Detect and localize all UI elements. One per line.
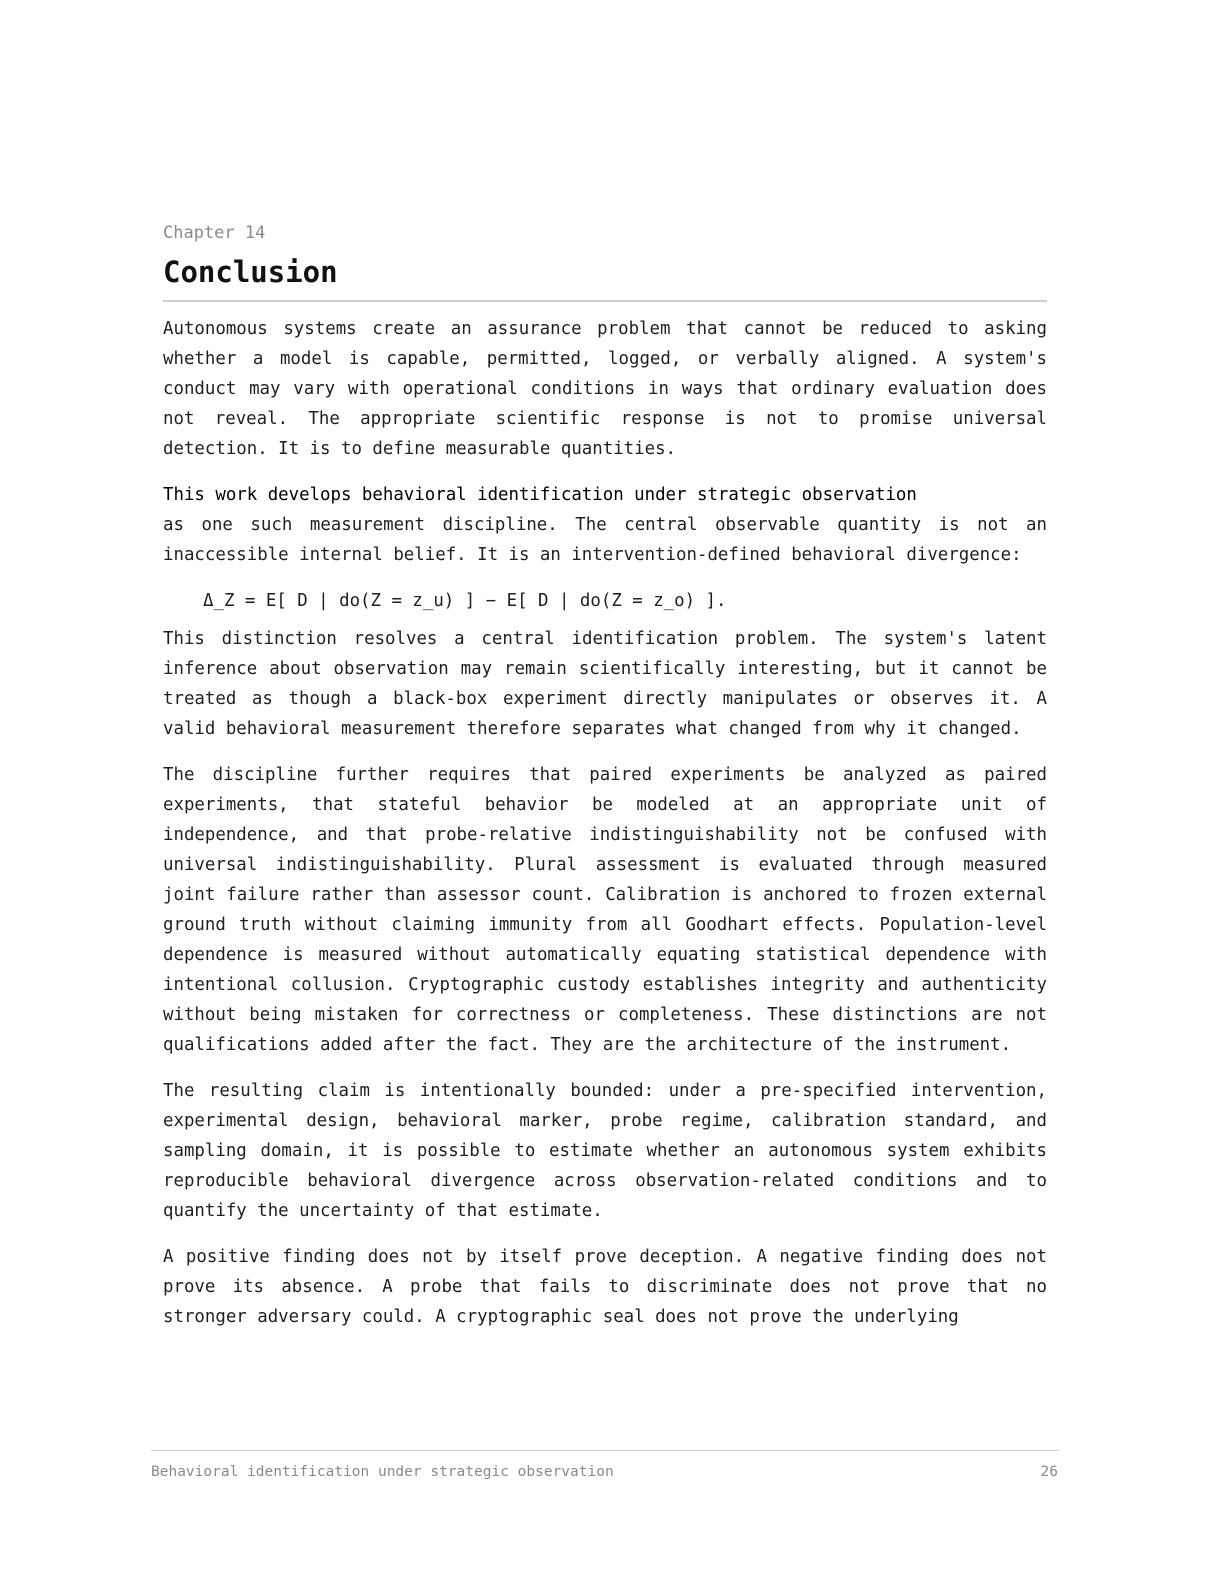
paragraph-4: The discipline further requires that paired experiments be analyzed as paired experiments, that stateful behavior be modeled at an appropriate unit of independence, and that probe-relative indistinguishability not be confused with universal indistinguishability. Plural assessment is evaluated through measured joint failure rather than assessor count. Calibration is anchored to frozen external ground truth without claiming immunity from all Goodhart effects. Population-level dependence is measured without automatically equating statistical dependence with intentional collusion. Cryptographic custody establishes integrity and authenticity without being mistaken for correctness or completeness. These distinctions are not qualifications added after the fact. They are the architecture of the instrument.: [163, 765, 1047, 1055]
footer-divider: [151, 1450, 1058, 1451]
chapter-label: Chapter 14: [163, 223, 266, 243]
paragraph-1: Autonomous systems create an assurance problem that cannot be reduced to asking whether a model is capable, permitted, logged, or verbally aligned. A system's conduct may vary with operational conditions in ways that ordinary evaluation does not reveal. The appropriate scientific response is not to promise universal detection. It is to define measurable quantities.: [163, 319, 1047, 459]
equation: Δ_Z = E[ D | do(Z = z_u) ] − E[ D | do(Z = z_o) ].: [203, 591, 727, 611]
paragraph-5: The resulting claim is intentionally bounded: under a pre-specified intervention, experimental design, behavioral marker, probe regime, calibration standard, and sampling domain, it is possible to estimate whether an autonomous system exhibits reproducible behavioral divergence across observation-related conditions and to quantify the uncertainty of that estimate.: [163, 1081, 1047, 1221]
paragraph-3: This distinction resolves a central identification problem. The system's latent inference about observation may remain scientifically interesting, but it cannot be treated as though a black-box experiment directly manipulates or observes it. A valid behavioral measurement therefore separates what changed from why it changed.: [163, 629, 1047, 739]
footer-page-number: 26: [1040, 1464, 1058, 1480]
paragraph-6: A positive finding does not by itself prove deception. A negative finding does not prove its absence. A probe that fails to discriminate does not prove that no stronger adversary could. A cryptographic seal does not prove the underlying: [163, 1247, 1047, 1327]
paragraph-2-lead: This work develops behavioral identification under strategic observation: [163, 485, 917, 505]
chapter-title: Conclusion: [163, 255, 338, 289]
title-divider: [163, 300, 1047, 302]
footer-running-title: Behavioral identification under strategic observation: [151, 1464, 614, 1480]
page-content: [163, 222, 1047, 1348]
paragraph-2: as one such measurement discipline. The central observable quantity is not an inaccessible internal belief. It is an intervention-defined behavioral divergence:: [163, 515, 1047, 565]
